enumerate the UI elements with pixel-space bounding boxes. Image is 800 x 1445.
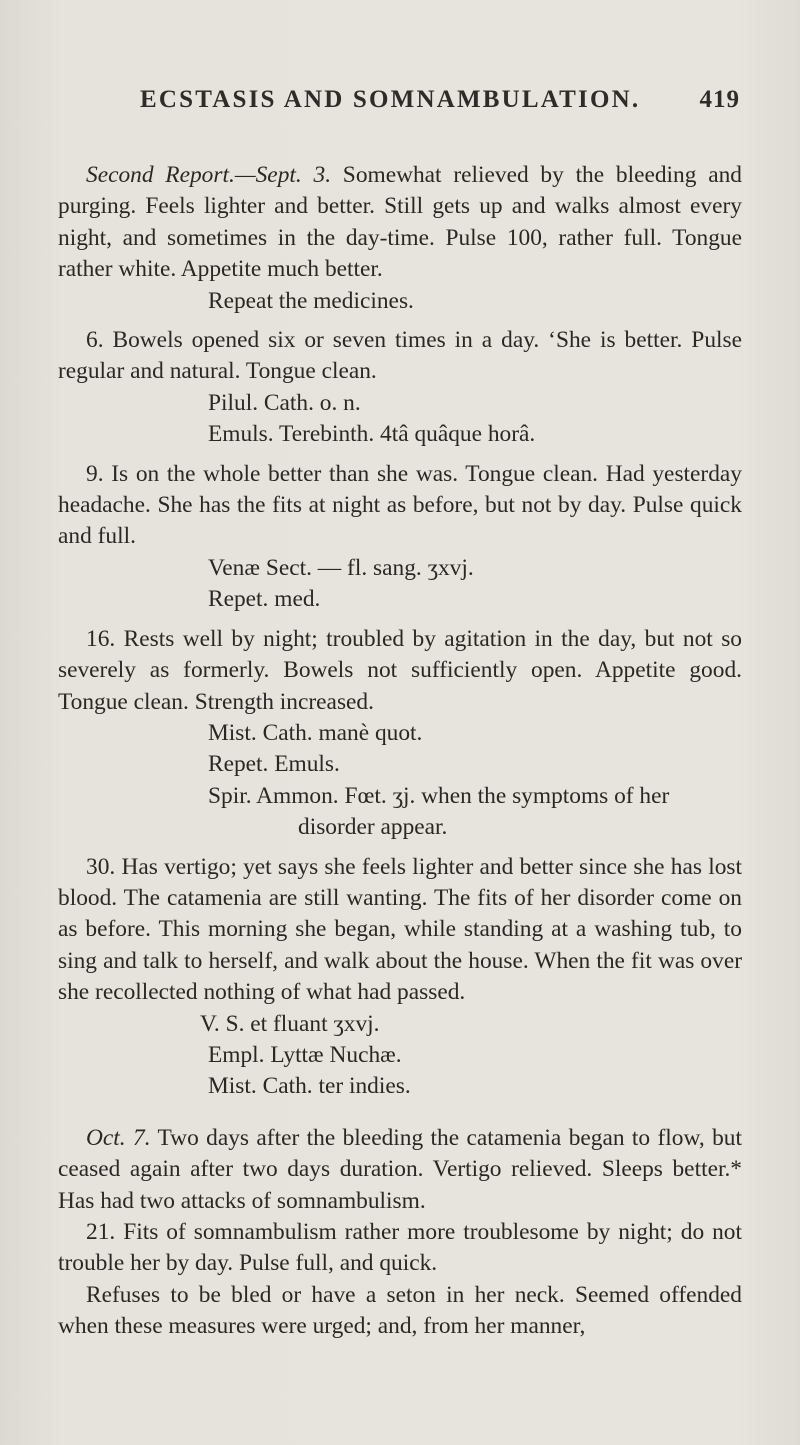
prescription-line: Venæ Sect. — fl. sang. ʒxvj. <box>208 554 474 581</box>
entry-sept-9: 9. Is on the whole better than she was. Tongue clean. Had yesterday headache. She has the fits at night as before, but not by day. Pulse quick and full. <box>58 460 742 550</box>
prescription-line: Emuls. Terebinth. 4tâ quâque horâ. <box>208 421 536 448</box>
entry-text: Two days after the bleeding the catamenia began to flow, but ceased again after two days duration. Vertigo relieved. Sleeps better.* Has had two attacks of somnambulism. <box>58 1124 742 1214</box>
page-number: 419 <box>699 86 740 113</box>
prescription-line: V. S. et fluant ʒxvj. <box>200 1010 380 1037</box>
entry-sept-16: 16. Rests well by night; troubled by agitation in the day, but not so severely as formerly. Bowels not sufficiently open. Appetite good. Tongue clean. Strength increased. <box>58 625 742 715</box>
prescription-line: Pilul. Cath. o. n. <box>208 389 361 416</box>
entry-refuses: Refuses to be bled or have a seton in her neck. Seemed offended when these measures were urged; and, from her manner, <box>58 1281 742 1340</box>
prescription-line: Mist. Cath. ter indies. <box>208 1073 411 1100</box>
running-title: ECSTASIS AND SOMNAMBULATION. <box>140 86 641 113</box>
prescription-line: Repeat the medicines. <box>208 287 414 314</box>
prescription-line: Repet. Emuls. <box>208 751 340 778</box>
entry-lead: Second Report.—Sept. 3. <box>86 162 332 188</box>
page-body <box>58 160 742 1343</box>
prescription-line: Empl. Lyttæ Nuchæ. <box>208 1041 402 1068</box>
prescription-line: Spir. Ammon. Fœt. ʒj. when the symptoms of her <box>208 782 670 809</box>
entry-lead: Oct. 7. <box>86 1124 151 1151</box>
prescription-line: Repet. med. <box>208 586 321 613</box>
prescription-line: disorder appear. <box>298 814 448 841</box>
entry-oct-7 <box>58 1123 742 1217</box>
entry-sept-30: 30. Has vertigo; yet says she feels lighter and better since she has lost blood. The catamenia are still wanting. The fits of her disorder come on as before. This morning she began, while standing at a washing tub, to sing and talk to herself, and walk about the house. When the fit was over she recollected nothing of what had passed. <box>58 853 742 1006</box>
entry-sept-6: 6. Bowels opened six or seven times in a day. ‘She is better. Pulse regular and natural. Tongue clean. <box>58 327 742 385</box>
running-head <box>140 86 740 126</box>
entry-oct-21: 21. Fits of somnambulism rather more troublesome by night; do not trouble her by day. Pulse full, and quick. <box>58 1219 742 1277</box>
prescription-line: Mist. Cath. manè quot. <box>208 719 423 746</box>
entry-sept-3 <box>58 160 742 286</box>
entry-text: Somewhat relieved by the bleeding and purging. Feels lighter and better. Still gets up and walks almost every night, and sometimes in the day-time. Pulse 100, rather full. Tongue rather white. Appetite much better. <box>58 162 742 283</box>
